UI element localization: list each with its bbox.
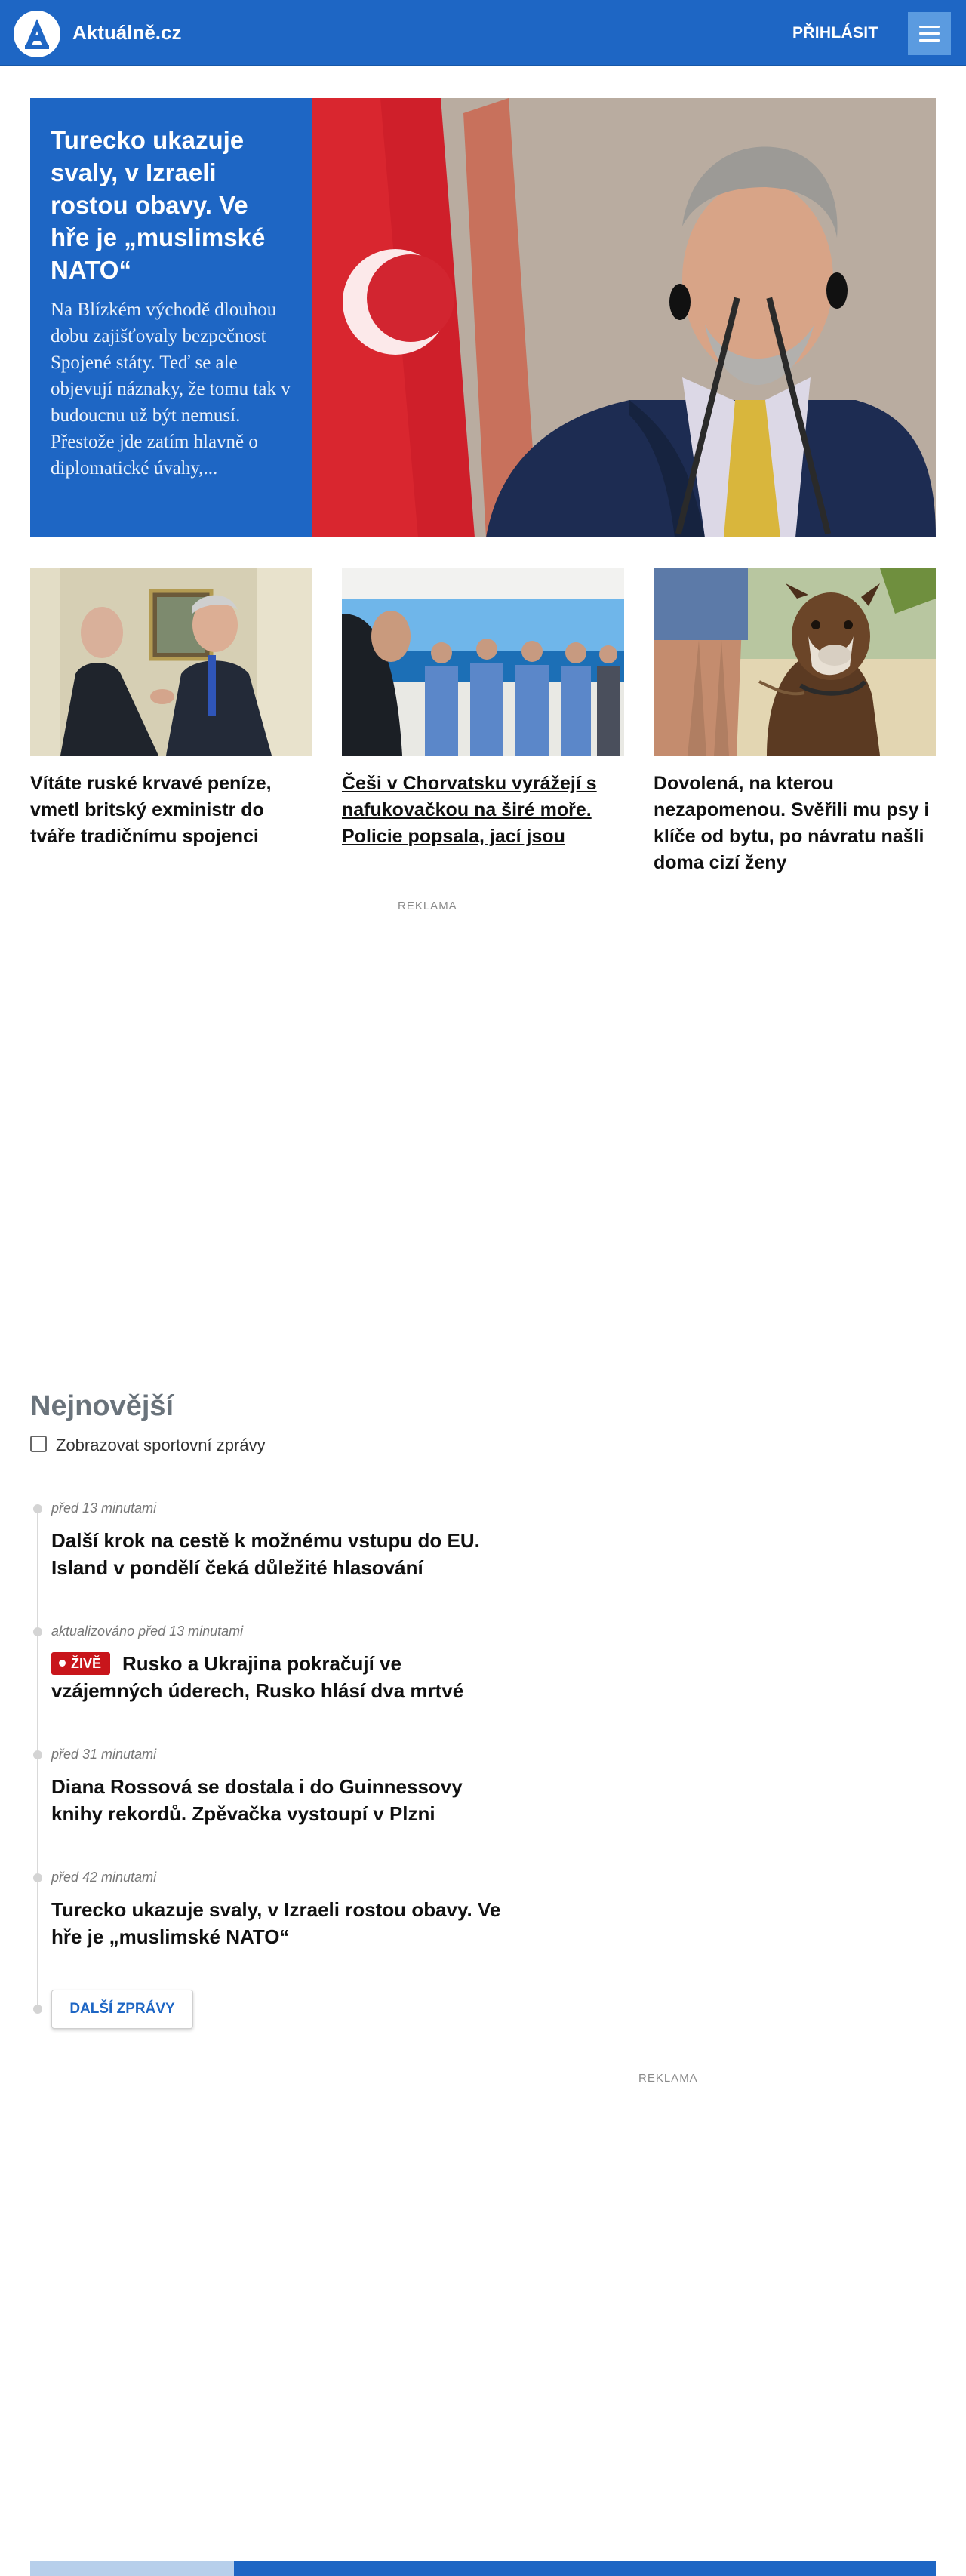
article-card-image[interactable] bbox=[654, 568, 936, 756]
article-card-image[interactable] bbox=[30, 568, 312, 756]
site-name[interactable]: Aktuálně.cz bbox=[72, 21, 182, 44]
hero-image[interactable] bbox=[312, 98, 936, 537]
news-item[interactable] bbox=[51, 1623, 504, 1704]
news-item[interactable] bbox=[51, 1500, 504, 1581]
hamburger-icon-line bbox=[919, 32, 940, 35]
news-title[interactable]: Diana Rossová se dostala i do Guinnessovy knihy rekordů. Zpěvačka vystoupí v Plzni bbox=[51, 1775, 463, 1825]
news-time: před 31 minutami bbox=[51, 1747, 157, 1762]
hero-article[interactable] bbox=[30, 98, 936, 537]
news-title-live[interactable] bbox=[51, 1650, 504, 1704]
menu-button[interactable] bbox=[908, 12, 951, 55]
news-title[interactable]: Další krok na cestě k možnému vstupu do EU. Island v pondělí čeká důležité hlasování bbox=[51, 1529, 480, 1579]
live-badge-label: ŽIVĚ bbox=[71, 1656, 102, 1671]
bottom-banner[interactable] bbox=[30, 2561, 936, 2576]
news-item[interactable] bbox=[51, 1747, 504, 1827]
news-time: před 42 minutami bbox=[51, 1870, 157, 1885]
hero-perex: Na Blízkém východě dlouhou dobu zajišťovaly bezpečnost Spojené státy. Teď se ale objevují náznaky, že tomu tak v budoucnu už být nemusí. Přestože jde zatím hlavně o diplomatické úvahy,... bbox=[51, 300, 291, 479]
more-news-button[interactable]: DALŠÍ ZPRÁVY bbox=[51, 1990, 193, 2029]
article-card-title[interactable]: Vítáte ruské krvavé peníze, vmetl britský exministr do tváře tradičnímu spojenci bbox=[30, 773, 272, 847]
ad-label: REKLAMA bbox=[638, 2072, 698, 2085]
site-header bbox=[0, 0, 966, 66]
article-card-title[interactable]: Dovolená, na kterou nezapomenou. Svěřili mu psy i klíče od bytu, po návratu našli doma cizí ženy bbox=[654, 773, 930, 873]
hamburger-icon bbox=[919, 26, 940, 28]
live-badge bbox=[51, 1652, 110, 1675]
hero-title[interactable]: Turecko ukazuje svaly, v Izraeli rostou obavy. Ve hře je „muslimské NATO“ bbox=[51, 126, 266, 284]
timeline-dot bbox=[33, 1504, 42, 1513]
logo-a-icon bbox=[22, 17, 52, 51]
ad-label: REKLAMA bbox=[398, 900, 457, 913]
article-card-title[interactable]: Češi v Chorvatsku vyrážejí s nafukovačkou na širé moře. Policie popsala, jací jsou bbox=[342, 773, 597, 847]
article-card[interactable] bbox=[342, 568, 624, 850]
news-time: před 13 minutami bbox=[51, 1500, 157, 1516]
timeline-dot bbox=[33, 1873, 42, 1882]
news-title[interactable]: Rusko a Ukrajina pokračují ve vzájemných úderech, Rusko hlásí dva mrtvé bbox=[51, 1652, 464, 1702]
sport-news-checkbox-label[interactable]: Zobrazovat sportovní zprávy bbox=[56, 1436, 266, 1454]
timeline-dot bbox=[33, 1750, 42, 1759]
login-button[interactable]: PŘIHLÁSIT bbox=[792, 24, 878, 42]
article-card[interactable] bbox=[654, 568, 936, 876]
hamburger-icon-line bbox=[919, 39, 940, 42]
news-item[interactable] bbox=[51, 1870, 504, 1950]
sport-news-checkbox[interactable] bbox=[30, 1436, 47, 1452]
latest-news-heading: Nejnovější bbox=[30, 1390, 174, 1422]
bottom-banner-tab[interactable] bbox=[30, 2561, 234, 2576]
live-dot-icon bbox=[59, 1660, 66, 1667]
news-title[interactable]: Turecko ukazuje svaly, v Izraeli rostou obavy. Ve hře je „muslimské NATO“ bbox=[51, 1898, 501, 1948]
news-time: aktualizováno před 13 minutami bbox=[51, 1623, 244, 1639]
hero-text-box[interactable] bbox=[30, 98, 312, 537]
site-logo[interactable] bbox=[14, 11, 60, 57]
article-card[interactable] bbox=[30, 568, 312, 850]
article-card-image[interactable] bbox=[342, 568, 624, 756]
timeline-dot bbox=[33, 2005, 42, 2014]
timeline-dot bbox=[33, 1627, 42, 1636]
